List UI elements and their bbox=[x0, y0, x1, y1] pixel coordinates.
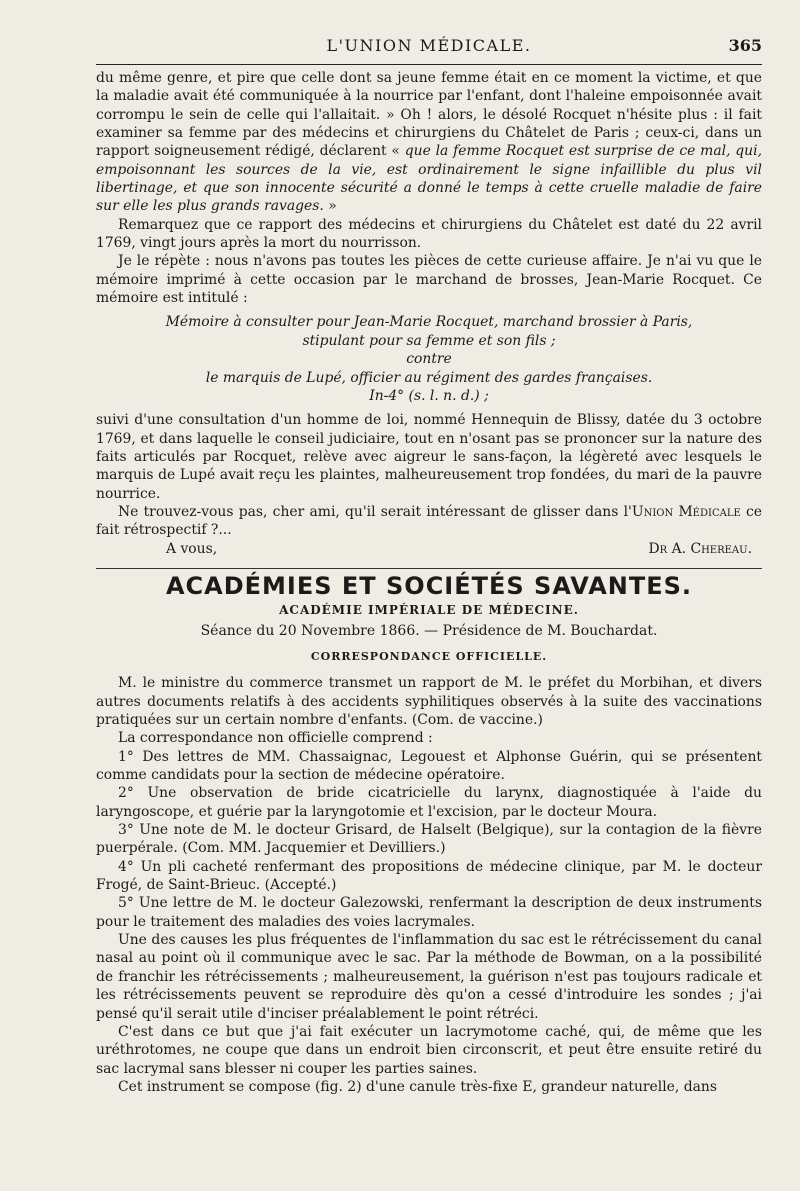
memoir-line: stipulant pour sa femme et son fils ; bbox=[302, 332, 556, 349]
list-item: 2° Une observation de bride cicatricielle du larynx, diagnostiquée à l'aide du laryngoscope, et guérie par la laryngotomie et l'excision, par le docteur Moura. bbox=[96, 785, 762, 820]
paragraph: Remarquez que ce rapport des médecins et chirurgiens du Châtelet est daté du 22 avril 1769, vingt jours après la mort du nourrisson. bbox=[96, 216, 762, 252]
session-line: Séance du 20 Novembre 1866. — Présidence de M. Bouchardat. bbox=[200, 622, 658, 639]
list-item: 1° Des lettres de MM. Chassaignac, Legouest et Alphonse Guérin, qui se présentent comme candidats pour la section de médecine opératoire. bbox=[96, 748, 762, 784]
paragraph: suivi d'une consultation d'un homme de loi, nommé Hennequin de Blissy, datée du 3 octobre 1769, et dans laquelle le conseil judiciaire, tout en n'osant pas se prononcer sur la nature des faits articulés par Rocquet, relève avec aigreur le sans-façon, la légèreté avec lesquels le marquis de Lupé avait reçu les plaintes, malheureusement trop fondées, du mari de la pauvre nourrice. bbox=[96, 412, 762, 502]
paragraph: C'est dans ce but que j'ai fait exécuter un lacrymotome caché, qui, de même que les uréthrotomes, ne coupe que dans un endroit bien circonscrit, et peut être ensuite retiré du sac lacrymal sans blesser ni couper les parties saines. bbox=[96, 1023, 762, 1077]
signature-line bbox=[96, 540, 762, 558]
memoir-title-block bbox=[96, 313, 762, 405]
paragraph: Ne trouvez-vous pas, cher ami, qu'il serait intéressant de glisser dans l'Union Médicale ce fait rétrospectif ?... bbox=[96, 503, 762, 539]
paragraph: M. le ministre du commerce transmet un rapport de M. le préfet du Morbihan, et divers autres documents relatifs à des accidents syphilitiques observés à la suite des vaccinations pratiquées sur un certain nombre d'enfants. (Com. de vaccine.) bbox=[96, 675, 762, 728]
running-header bbox=[96, 34, 762, 65]
list-item: 5° Une lettre de M. le docteur Galezowski, renfermant la description de deux instruments pour le traitement des maladies des voies lacrymales. bbox=[96, 895, 762, 930]
correspondence-heading: CORRESPONDANCE OFFICIELLE. bbox=[310, 649, 548, 663]
paragraph: Je le répète : nous n'avons pas toutes les pièces de cette curieuse affaire. Je n'ai vu que le mémoire imprimé à cette occasion par le marchand de brosses, Jean-Marie Rocquet. Ce mémoire est intitulé : bbox=[96, 253, 762, 307]
paragraph: La correspondance non officielle comprend : bbox=[118, 730, 433, 747]
article-body bbox=[96, 65, 762, 1096]
memoir-line: contre bbox=[406, 351, 452, 368]
salutation: A vous, bbox=[166, 540, 218, 557]
memoir-line: In-4° (s. l. n. d.) ; bbox=[369, 387, 489, 404]
memoir-line: le marquis de Lupé, officier au régiment des gardes françaises. bbox=[205, 369, 653, 386]
paragraph: du même genre, et pire que celle dont sa jeune femme était en ce moment la victime, et que la maladie avait été communiquée à la nourrice par l'enfant, dont l'haleine empoisonnée avait corrompu le sein de celle qui l'allaitait. » Oh ! alors, le désolé Rocquet n'hésite plus : il fait examiner sa femme par des médecins et chirurgiens du Châtelet de Paris ; ceux-ci, dans un rapport soigneusement rédigé, déclarent « que la femme Rocquet est surprise de ce mal, qui, empoisonnant les sources de la vie, est ordinairement le signe infaillible du plus vil libertinage, et que son innocente sécurité a donné le temps à cette cruelle maladie de faire sur elle les plus grands ravages. » bbox=[96, 70, 762, 215]
page-number: 365 bbox=[728, 36, 762, 55]
signature: Dr A. Chereau. bbox=[648, 540, 752, 557]
section-title: ACADÉMIES ET SOCIÉTÉS SAVANTES. bbox=[165, 571, 693, 600]
list-item: 4° Un pli cacheté renfermant des propositions de médecine clinique, par M. le docteur Frogé, de Saint-Brieuc. (Accepté.) bbox=[96, 858, 762, 894]
paragraph: Cet instrument se compose (fig. 2) d'une canule très-fixe E, grandeur naturelle, dans bbox=[118, 1078, 717, 1095]
list-item: 3° Une note de M. le docteur Grisard, de Halselt (Belgique), sur la contagion de la fièvre puerpérale. (Com. MM. Jacquemier et Devilliers.) bbox=[96, 822, 762, 857]
academy-heading: ACADÉMIE IMPÉRIALE DE MÉDECINE. bbox=[279, 603, 579, 618]
section-divider bbox=[96, 568, 762, 569]
paragraph: Une des causes les plus fréquentes de l'inflammation du sac est le rétrécissement du canal nasal au point où il communique avec le sac. Par la méthode de Bowman, on a la possibilité de franchir les rétrécissements ; malheureusement, la guérison n'est pas toujours radicale et les rétrécissements peuvent se reproduire dès qu'on a cessé d'introduire les sondes ; j'ai pensé qu'il serait utile d'inciser préalablement le point rétréci. bbox=[96, 932, 762, 1022]
quoted-report: que la femme Rocquet est surprise de ce mal, qui, empoisonnant les sources de la vie, est ordinairement le signe infaillible du plus vil libertinage, et que son innocente sécurité a donné le temps à cette cruelle maladie de faire sur elle les plus grands ravages. bbox=[96, 143, 762, 215]
journal-title: L'UNION MÉDICALE. bbox=[326, 36, 532, 55]
memoir-line: Mémoire à consulter pour Jean-Marie Rocquet, marchand brossier à Paris, bbox=[165, 314, 693, 331]
